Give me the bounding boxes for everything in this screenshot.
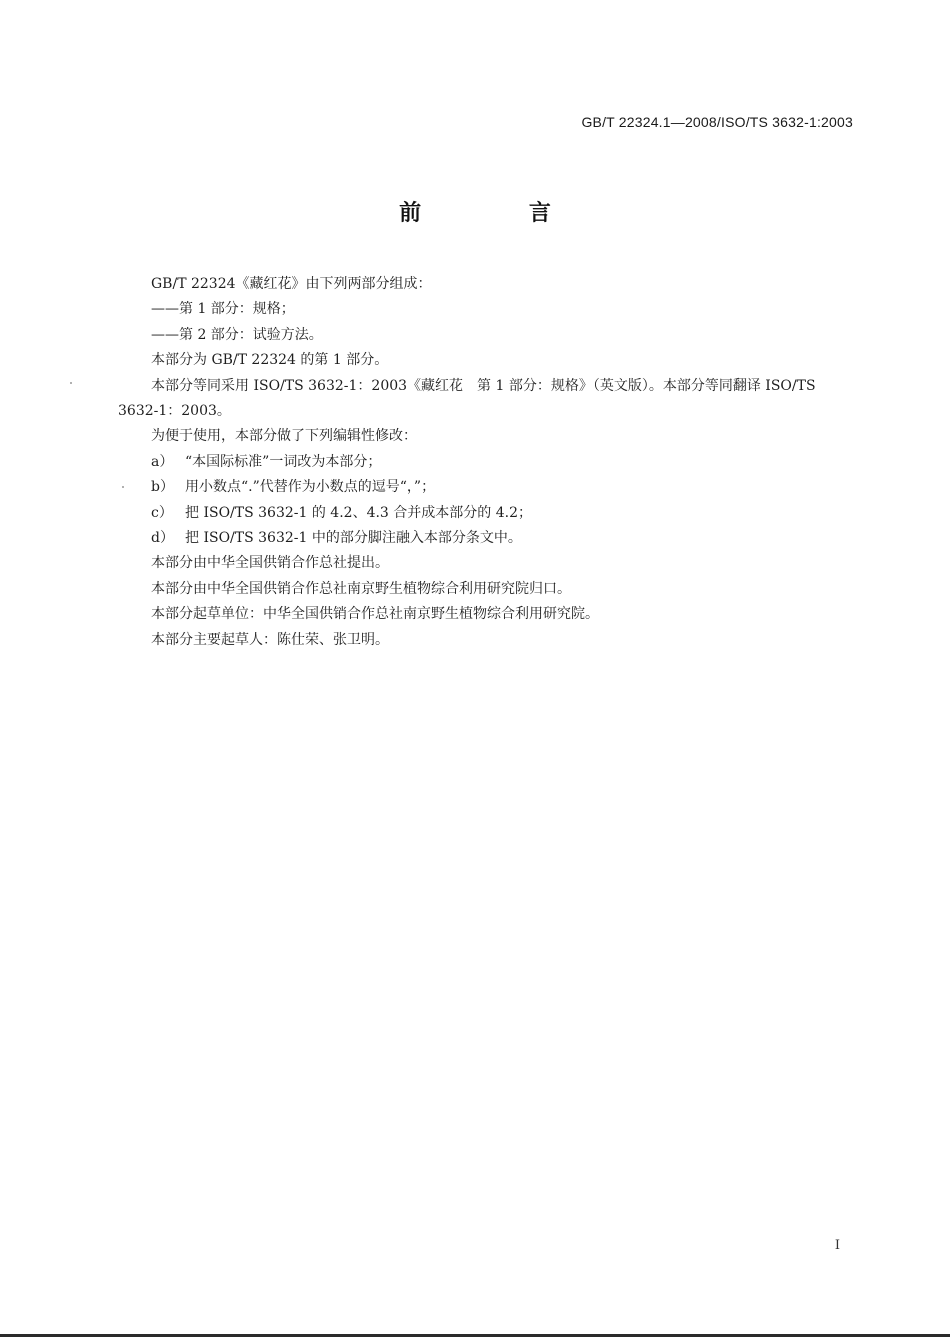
list-item (118, 501, 858, 526)
list-item (118, 475, 858, 500)
dash-item-part2: ——第 2 部分：试验方法。 (151, 326, 323, 343)
page-title: 前 言 (399, 201, 601, 226)
paragraph-part-statement: 本部分为 GB/T 22324 的第 1 部分。 (151, 352, 389, 369)
paragraph-editorial-intro: 为便于使用，本部分做了下列编辑性修改： (151, 428, 417, 445)
list-marker: d） (151, 530, 174, 547)
list-text: 把 ISO/TS 3632-1 中的部分脚注融入本部分条文中。 (185, 530, 522, 547)
bottom-edge-rule (0, 1334, 950, 1337)
paragraph-composition: GB/T 22324《藏红花》由下列两部分组成： (151, 276, 432, 292)
list-marker: c） (151, 504, 173, 521)
scan-speck (70, 382, 72, 384)
paragraph-equivalence: 本部分等同采用 ISO/TS 3632-1：2003《藏红花 第 1 部分：规格》（英文版）。本部分等同翻译 ISO/TS 3632-1：2003。 (118, 377, 816, 420)
paragraph-centralized: 本部分由中华全国供销合作总社南京野生植物综合利用研究院归口。 (151, 580, 571, 597)
paragraph-drafters: 本部分主要起草人：陈仕荣、张卫明。 (151, 631, 389, 648)
paragraph-drafting-unit: 本部分起草单位：中华全国供销合作总社南京野生植物综合利用研究院。 (151, 606, 599, 623)
list-marker: b） (151, 479, 174, 496)
list-text: 用小数点“.”代替作为小数点的逗号“，”； (185, 479, 436, 496)
list-text: 把 ISO/TS 3632-1 的 4.2、4.3 合并成本部分的 4.2； (185, 504, 533, 521)
page-number: I (834, 1238, 840, 1253)
dash-item-part1: ——第 1 部分：规格； (151, 301, 295, 318)
scan-speck (122, 486, 124, 488)
list-item (118, 526, 858, 551)
list-item (118, 450, 858, 475)
list-text: “本国际标准”一词改为本部分； (185, 453, 382, 470)
paragraph-proposer: 本部分由中华全国供销合作总社提出。 (151, 555, 389, 572)
list-marker: a） (151, 453, 174, 470)
standard-code-header: GB/T 22324.1—2008/ISO/TS 3632-1:2003 (581, 114, 853, 130)
foreword-body (118, 272, 858, 653)
